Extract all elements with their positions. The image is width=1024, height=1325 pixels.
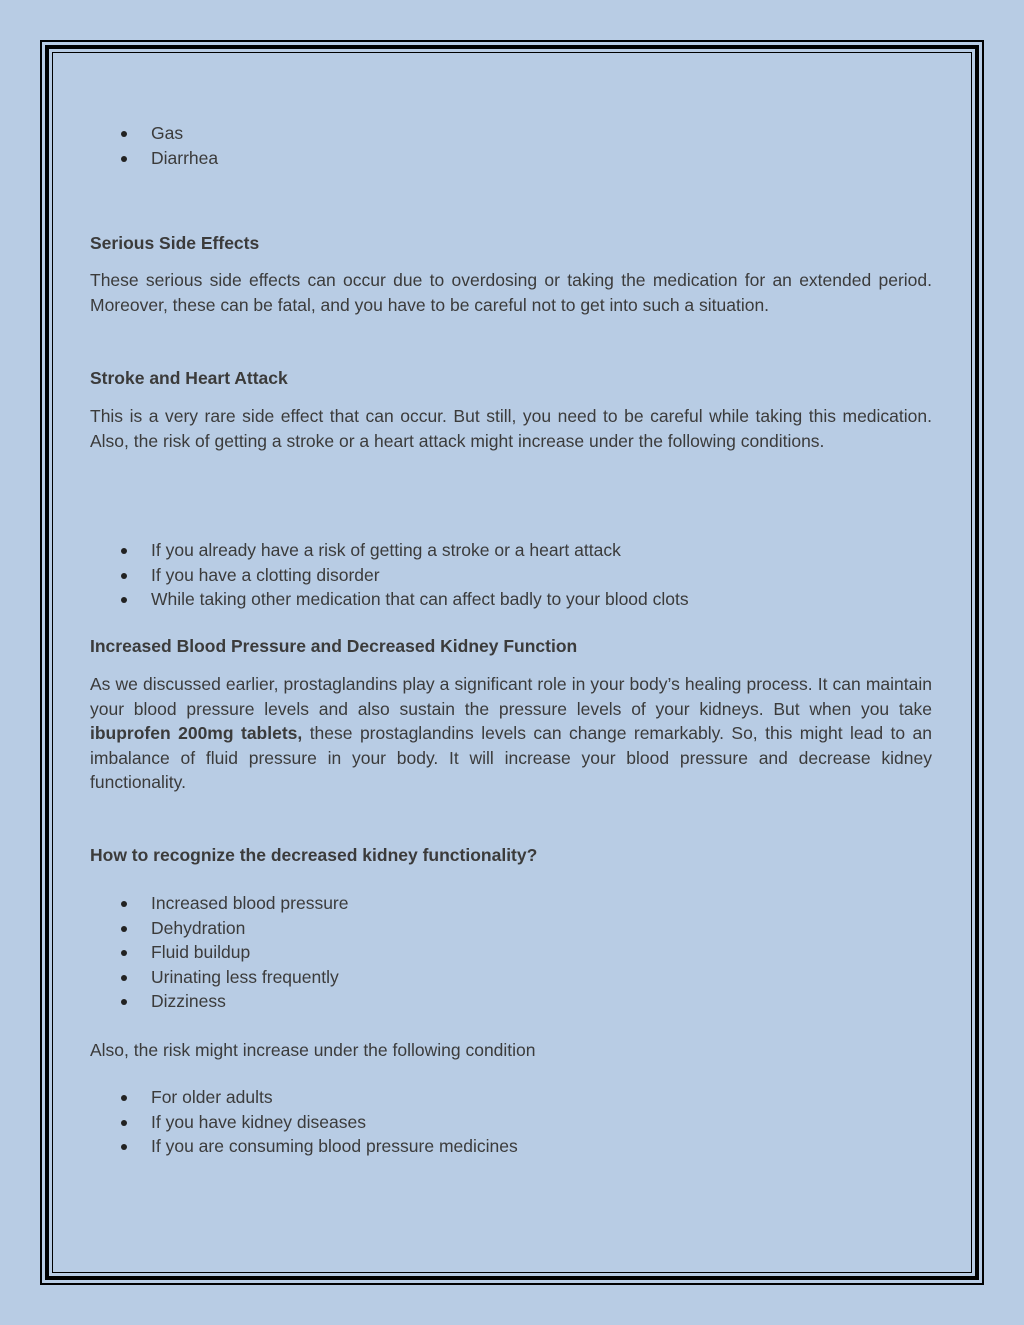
list-item: If you are consuming blood pressure medicines <box>90 1134 932 1159</box>
risk-conditions-list <box>90 1085 932 1159</box>
list-item: If you already have a risk of getting a stroke or a heart attack <box>90 538 932 563</box>
bullet-icon <box>121 156 127 162</box>
bullet-icon <box>121 975 127 981</box>
bullet-icon <box>121 573 127 579</box>
bullet-icon <box>121 926 127 932</box>
bullet-icon <box>121 999 127 1005</box>
bp-paragraph: As we discussed earlier, prostaglandins play a significant role in your body’s healing process. It can maintain your blood pressure levels and also sustain the pressure levels of your kidneys. But when you take ibuprofen 200mg tablets, these prostaglandins levels can change remarkably. So, this might lead to an imbalance of fluid pressure in your body. It will increase your blood pressure and decrease kidney functionality. <box>90 674 933 792</box>
bullet-icon <box>121 950 127 956</box>
list-item: Fluid buildup <box>90 940 932 965</box>
list-item: For older adults <box>90 1085 932 1110</box>
bullet-icon <box>121 597 127 603</box>
bullet-icon <box>121 1095 127 1101</box>
serious-heading: Serious Side Effects <box>90 233 260 253</box>
list-item: While taking other medication that can affect badly to your blood clots <box>90 587 932 612</box>
list-item: Urinating less frequently <box>90 965 932 990</box>
list-item: Dizziness <box>90 989 932 1014</box>
stroke-paragraph: This is a very rare side effect that can occur. But still, you need to be careful while taking this medication. Also, the risk of getting a stroke or a heart attack might increase under the following conditions. <box>90 406 932 451</box>
symptom-list <box>90 121 932 170</box>
kidney-symptoms-list <box>90 891 932 1014</box>
list-item: Dehydration <box>90 916 932 941</box>
bullet-icon <box>121 1144 127 1150</box>
bp-heading: Increased Blood Pressure and Decreased Kidney Function <box>90 636 578 656</box>
list-item: If you have a clotting disorder <box>90 563 932 588</box>
list-item: Increased blood pressure <box>90 891 932 916</box>
list-item: If you have kidney diseases <box>90 1110 932 1135</box>
recognize-heading: How to recognize the decreased kidney functionality? <box>90 845 538 865</box>
list-item: Gas <box>90 121 932 146</box>
list-item: Diarrhea <box>90 146 932 171</box>
bullet-icon <box>121 131 127 137</box>
bullet-icon <box>121 901 127 907</box>
stroke-conditions-list <box>90 538 932 612</box>
stroke-heading: Stroke and Heart Attack <box>90 368 288 388</box>
bullet-icon <box>121 1120 127 1126</box>
bullet-icon <box>121 548 127 554</box>
serious-paragraph: These serious side effects can occur due to overdosing or taking the medication for an extended period. Moreover, these can be fatal, and you have to be careful not to get into such a situation. <box>90 270 932 315</box>
risk-paragraph: Also, the risk might increase under the following condition <box>90 1040 536 1060</box>
ibuprofen-keyword: ibuprofen 200mg tablets, <box>90 723 303 743</box>
